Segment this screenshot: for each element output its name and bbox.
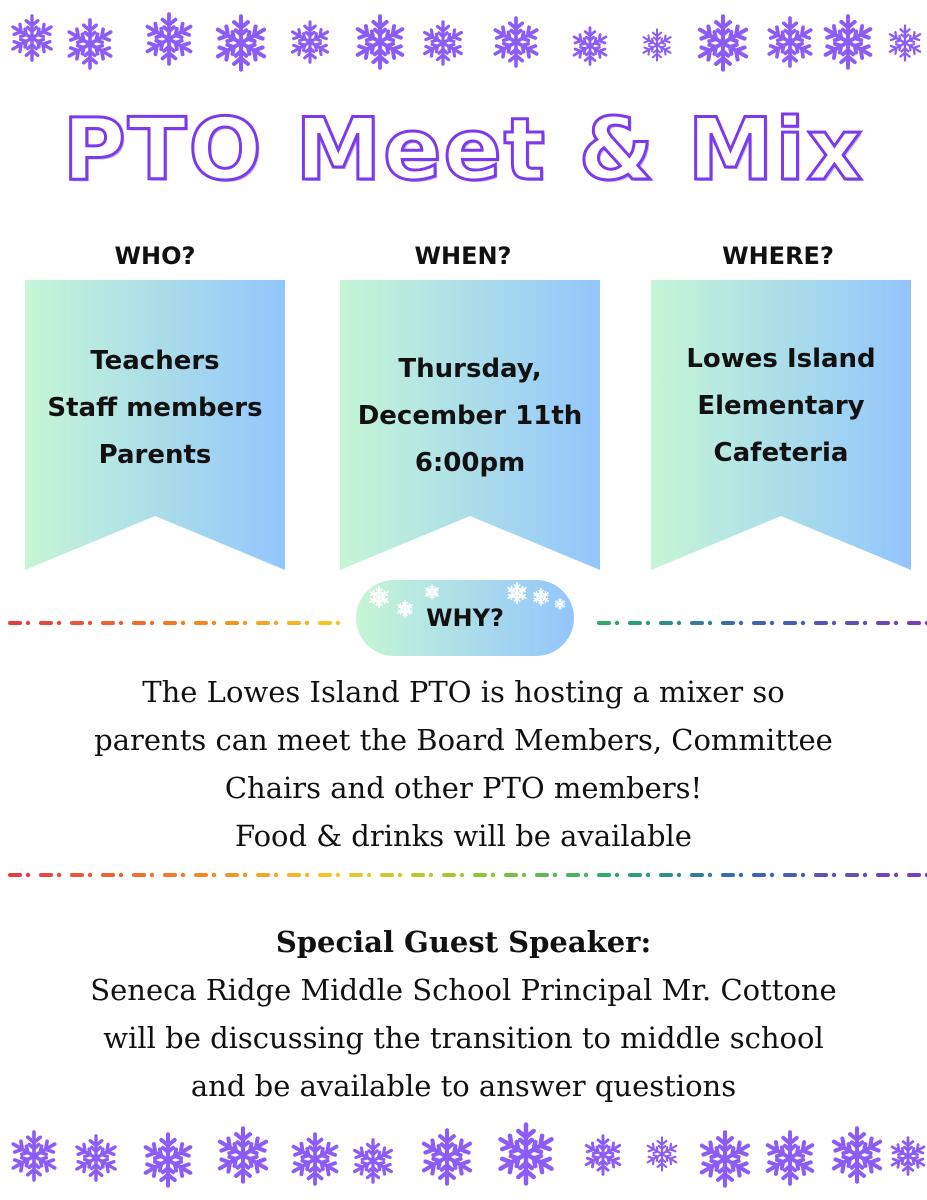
bottom-snowflake-border (0, 1118, 927, 1198)
divider-dash (287, 621, 301, 625)
snowflake-icon (820, 14, 876, 70)
why-label: WHY? (426, 604, 504, 632)
where-line: Lowes Island (686, 344, 876, 374)
divider-dot (739, 621, 743, 625)
divider-dash (8, 873, 22, 877)
snowflake-icon (644, 1136, 680, 1172)
divider-dot (336, 621, 340, 625)
snowflake-icon (570, 26, 610, 66)
divider-dash (566, 873, 580, 877)
divider-dash (163, 621, 177, 625)
divider-dot (119, 873, 123, 877)
snowflake-icon (582, 1134, 624, 1176)
snowflake-icon (352, 14, 408, 70)
divider-dot (677, 873, 681, 877)
who-label: WHO? (114, 242, 196, 270)
snowflake-icon (888, 1136, 927, 1176)
divider-dot (57, 621, 61, 625)
divider-dot (863, 873, 867, 877)
divider-dot (708, 873, 712, 877)
snowflake-icon (418, 1128, 476, 1186)
top-snowflake-border (0, 0, 927, 80)
snowflake-icon (762, 1130, 818, 1186)
divider-dot (801, 873, 805, 877)
divider-dot (708, 621, 712, 625)
divider-dot (553, 873, 557, 877)
why-description (0, 668, 927, 860)
divider-dot (305, 621, 309, 625)
divider-dash (287, 873, 301, 877)
divider-dash (349, 873, 363, 877)
divider-dot (646, 873, 650, 877)
divider-dash (690, 621, 704, 625)
divider-dash (132, 621, 146, 625)
where-line: Cafeteria (713, 438, 849, 468)
divider-dot (88, 621, 92, 625)
why-line: parents can meet the Board Members, Committee (94, 723, 833, 757)
divider-dot (243, 873, 247, 877)
who-banner (25, 280, 285, 570)
divider-dash (876, 873, 890, 877)
divider-dash (380, 873, 394, 877)
divider-dash (659, 873, 673, 877)
snowflake-icon (350, 1138, 396, 1184)
divider-dash (597, 873, 611, 877)
when-line: December 11th (357, 401, 583, 431)
divider-dash (101, 621, 115, 625)
divider-dot (584, 873, 588, 877)
divider-dot (894, 873, 898, 877)
snowflake-icon (64, 18, 116, 70)
divider-dot (150, 873, 154, 877)
divider-dot (832, 621, 836, 625)
divider-dash (504, 873, 518, 877)
snowflake-icon (640, 28, 674, 62)
divider-dot (336, 873, 340, 877)
divider-dash (256, 873, 270, 877)
divider-dash (721, 873, 735, 877)
why-badge (356, 580, 574, 656)
snowflake-icon (8, 14, 56, 62)
snowflake-icon (142, 12, 196, 66)
snowflake-icon (828, 1126, 886, 1184)
divider-dash (318, 873, 332, 877)
divider-dot (26, 621, 30, 625)
snowflake-icon (140, 1132, 196, 1188)
divider-dash (225, 621, 239, 625)
divider-dot (429, 873, 433, 877)
divider-dash (194, 621, 208, 625)
why-line: The Lowes Island PTO is hosting a mixer so (142, 675, 785, 709)
divider-dot (181, 621, 185, 625)
divider-dash (876, 621, 890, 625)
divider-dot (181, 873, 185, 877)
snowflake-icon (696, 1130, 754, 1188)
divider-dash (690, 873, 704, 877)
where-label: WHERE? (722, 242, 834, 270)
snowflake-icon (490, 16, 542, 68)
divider-dot (274, 621, 278, 625)
divider-dot (615, 873, 619, 877)
snowflake-icon (764, 16, 816, 68)
divider-dot (739, 873, 743, 877)
rainbow-divider (0, 871, 927, 879)
divider-dot (801, 621, 805, 625)
snowflake-icon (494, 1122, 558, 1186)
divider-dash (907, 621, 921, 625)
divider-dash (597, 621, 611, 625)
divider-dash (442, 873, 456, 877)
where-banner (651, 280, 911, 570)
divider-dot (212, 873, 216, 877)
speaker-description (0, 966, 927, 1110)
poster-title: PTO Meet & Mix (62, 100, 865, 200)
who-line: Teachers (90, 346, 220, 376)
divider-dot (677, 621, 681, 625)
divider-dash (752, 621, 766, 625)
divider-dash (473, 873, 487, 877)
divider-dash (814, 621, 828, 625)
who-line: Parents (98, 440, 212, 470)
divider-dash (721, 621, 735, 625)
snowflake-icon (288, 20, 332, 64)
divider-dash (659, 621, 673, 625)
divider-dash (783, 621, 797, 625)
divider-dash (39, 621, 53, 625)
divider-dot (615, 621, 619, 625)
divider-dot (150, 621, 154, 625)
why-line: Food & drinks will be available (235, 819, 692, 853)
divider-dot (646, 621, 650, 625)
divider-dash (194, 873, 208, 877)
divider-dash (907, 873, 921, 877)
divider-dash (845, 873, 859, 877)
divider-dot (57, 873, 61, 877)
divider-dot (367, 873, 371, 877)
divider-dash (814, 873, 828, 877)
divider-dash (8, 621, 22, 625)
divider-dot (119, 621, 123, 625)
snowflake-icon (420, 20, 466, 66)
divider-dot (863, 621, 867, 625)
divider-dash (411, 873, 425, 877)
snowflake-icon (72, 1134, 120, 1182)
divider-dash (256, 621, 270, 625)
divider-dot (274, 873, 278, 877)
divider-dash (845, 621, 859, 625)
divider-dash (132, 873, 146, 877)
snowflake-icon (886, 24, 924, 62)
divider-dash (628, 621, 642, 625)
divider-dot (832, 873, 836, 877)
divider-dot (88, 873, 92, 877)
divider-dash (39, 873, 53, 877)
when-banner (340, 280, 600, 570)
divider-dot (305, 873, 309, 877)
where-line: Elementary (697, 391, 865, 421)
when-line: 6:00pm (414, 448, 526, 478)
divider-dot (894, 621, 898, 625)
speaker-line: will be discussing the transition to middle school (103, 1021, 824, 1055)
divider-dot (460, 873, 464, 877)
divider-dash (70, 621, 84, 625)
divider-dash (628, 873, 642, 877)
when-line: Thursday, (398, 354, 542, 384)
when-label: WHEN? (414, 242, 512, 270)
speaker-heading: Special Guest Speaker: (275, 925, 652, 959)
divider-dot (770, 621, 774, 625)
snowflake-icon (8, 1130, 60, 1182)
divider-dot (770, 873, 774, 877)
snowflake-icon (533, 589, 550, 606)
why-line: Chairs and other PTO members! (224, 771, 703, 805)
snowflake-icon (425, 585, 440, 600)
divider-dash (225, 873, 239, 877)
divider-dot (522, 873, 526, 877)
divider-dot (398, 873, 402, 877)
snowflake-icon (212, 14, 270, 72)
divider-dot (26, 873, 30, 877)
speaker-line: and be available to answer questions (190, 1069, 737, 1103)
who-line: Staff members (47, 393, 263, 423)
divider-dot (243, 621, 247, 625)
divider-dash (163, 873, 177, 877)
divider-dash (783, 873, 797, 877)
divider-dash (101, 873, 115, 877)
divider-dot (491, 873, 495, 877)
snowflake-icon (507, 583, 527, 603)
snowflake-icon (214, 1126, 272, 1184)
divider-dash (535, 873, 549, 877)
divider-dot (212, 621, 216, 625)
snowflake-icon (288, 1132, 342, 1186)
divider-dash (752, 873, 766, 877)
divider-dash (318, 621, 332, 625)
divider-dash (70, 873, 84, 877)
snowflake-icon (694, 14, 752, 72)
speaker-line: Seneca Ridge Middle School Principal Mr. Cottone (90, 973, 837, 1007)
